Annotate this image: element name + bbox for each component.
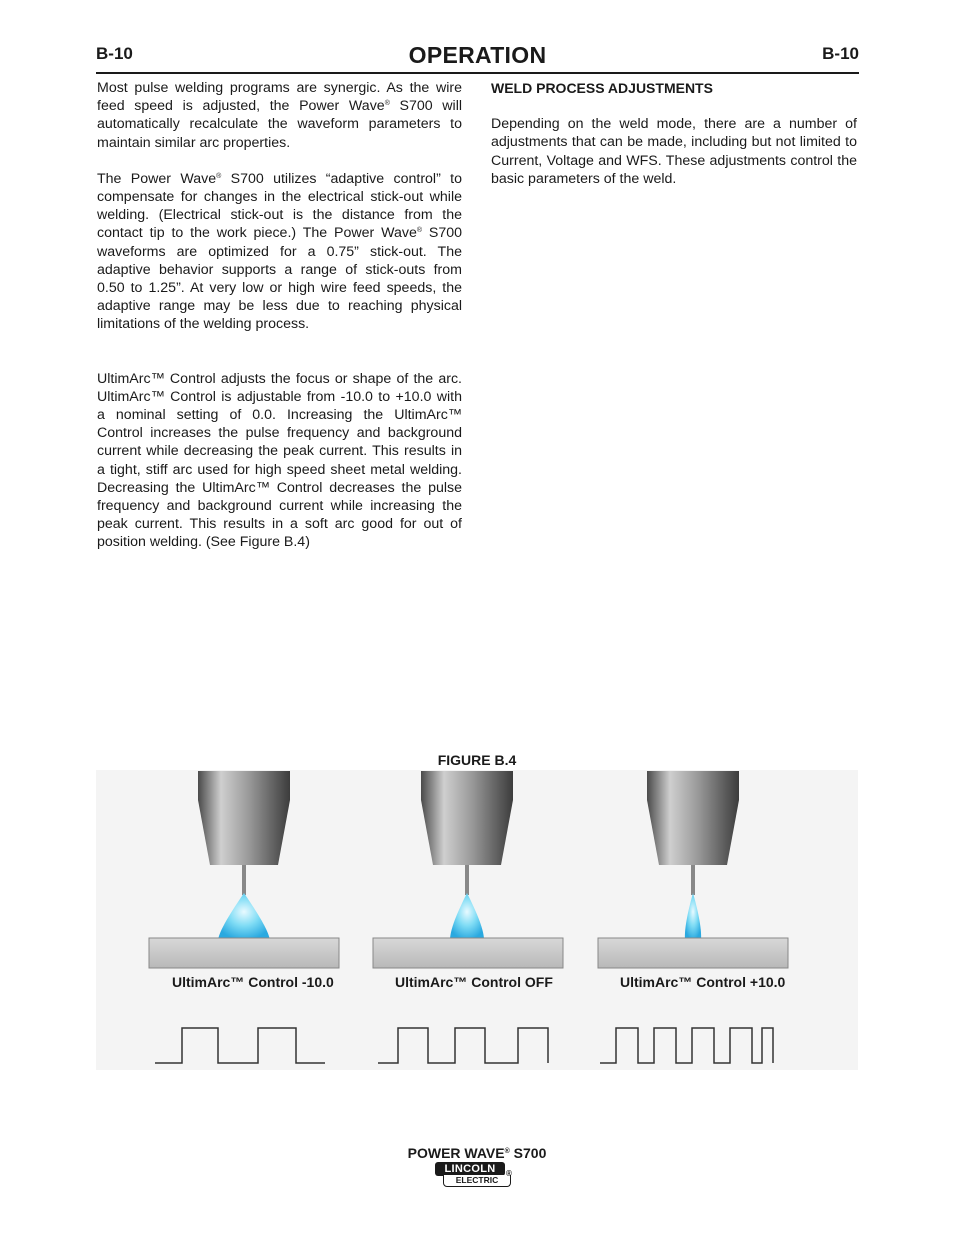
page-number-right: B-10 <box>822 44 859 63</box>
contact-tip <box>465 865 469 895</box>
nozzle <box>198 771 290 865</box>
page-number-left: B-10 <box>96 44 133 63</box>
section-heading: WELD PROCESS ADJUSTMENTS <box>491 80 713 96</box>
work-piece <box>598 938 788 968</box>
torch-panel-soft <box>149 771 339 1063</box>
pulse-waveform <box>155 1028 325 1063</box>
figure-title: FIGURE B.4 <box>437 752 517 768</box>
nozzle <box>647 771 739 865</box>
paragraph-adaptive-control: The Power Wave® S700 utilizes “adaptive control” to compensate for changes in the electrical stick-out while welding. (Electrical stick-out is the distance from the contact tip to the work piece.) The Power Wave® S700 waveforms are optimized for a 0.75” stick-out. The adaptive behavior supports a range of stick-outs from 0.50 to 1.25”. At very low or high wire feed speeds, the adaptive range may be less due to reaching physical limitations of the welding process. <box>97 170 463 333</box>
logo-bottom-text: ELECTRIC <box>443 1175 511 1187</box>
paragraph-synergic: Most pulse welding programs are synergic. As the wire feed speed is adjusted, the Power Wave® S700 will automatically recalculate the waveform parameters to maintain similar arc properties. <box>97 80 462 151</box>
caption-soft: UltimArc™ Control -10.0 <box>172 974 334 990</box>
arc-glow <box>685 893 701 940</box>
pulse-waveform <box>600 1028 773 1063</box>
logo-registered-mark: ® <box>506 1169 512 1178</box>
footer-model: POWER WAVE® S700 <box>407 1145 547 1161</box>
work-piece <box>149 938 339 968</box>
paragraph-ultimarc: UltimArc™ Control adjusts the focus or shape of the arc. UltimArc™ Control is adjustable from -10.0 to +10.0 with a nominal setting of 0.0. Increasing the UltimArc™ Control increases the pulse frequency and background current while decreasing the peak current. This results in a tight, stiff arc used for high speed sheet metal welding. Decreasing the UltimArc™ Control decreases the pulse frequency and background current while increasing the peak current. This results in a soft arc good for out of position welding. (See Figure B.4) <box>97 370 462 551</box>
arc-glow <box>450 893 484 940</box>
lincoln-electric-logo <box>435 1162 511 1188</box>
torch-panel-off <box>373 771 563 1063</box>
paragraph-weld-adjustments: Depending on the weld mode, there are a number of adjustments that can be made, including but not limited to Current, Voltage and WFS. These adjustments control the basic parameters of the weld. <box>491 116 857 187</box>
contact-tip <box>242 865 246 895</box>
logo-top-text: LINCOLN <box>435 1162 505 1176</box>
page-title: OPERATION <box>408 42 547 68</box>
caption-stiff: UltimArc™ Control +10.0 <box>620 974 786 990</box>
arc-glow <box>218 893 270 940</box>
torch-panel-stiff <box>598 771 788 1063</box>
nozzle <box>421 771 513 865</box>
work-piece <box>373 938 563 968</box>
contact-tip <box>691 865 695 895</box>
pulse-waveform <box>378 1028 548 1063</box>
caption-off: UltimArc™ Control OFF <box>395 974 553 990</box>
